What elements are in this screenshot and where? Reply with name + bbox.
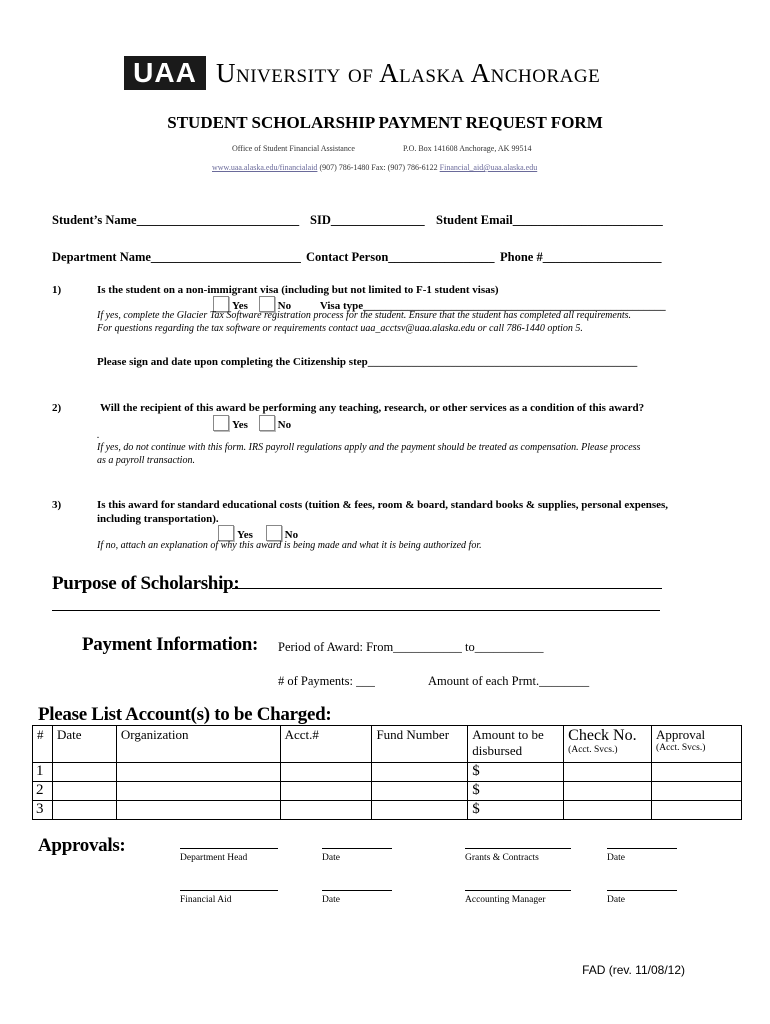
q2-no-checkbox[interactable] bbox=[259, 415, 275, 431]
q1-no-label: No bbox=[277, 300, 292, 312]
q3-yes-label: Yes bbox=[237, 529, 253, 541]
amount-cell[interactable]: $ bbox=[468, 782, 564, 801]
col-header-acct: Acct.# bbox=[280, 726, 372, 763]
dept-head-signature-line[interactable] bbox=[180, 848, 278, 849]
col-header-amount: Amount to be disbursed bbox=[468, 726, 564, 763]
contact-person-field[interactable]: Contact Person_________________ bbox=[306, 250, 495, 264]
financial-aid-signature-line[interactable] bbox=[180, 890, 278, 891]
q1-sign-line[interactable]: Please sign and date upon completing the Citizenship step_________________________________________________ bbox=[97, 356, 638, 368]
q2-dot: . bbox=[97, 430, 100, 441]
table-row bbox=[33, 763, 742, 782]
num-payments-field[interactable]: # of Payments: ___ bbox=[278, 674, 375, 688]
q3-note: If no, attach an explanation of why this award is being made and what it is being authorized for. bbox=[97, 540, 482, 551]
organization-cell[interactable] bbox=[116, 782, 280, 801]
dept-head-label: Department Head bbox=[180, 853, 248, 863]
contact-line bbox=[212, 163, 537, 172]
grants-date-label: Date bbox=[607, 853, 625, 863]
accounting-date-label: Date bbox=[607, 895, 625, 905]
acct-cell[interactable] bbox=[280, 763, 372, 782]
accounting-signature-line[interactable] bbox=[465, 890, 571, 891]
approval-cell[interactable] bbox=[652, 763, 742, 782]
email-link[interactable]: Financial_aid@uaa.alaska.edu bbox=[439, 163, 538, 172]
q3-yes-checkbox[interactable] bbox=[218, 525, 234, 541]
q1-number: 1) bbox=[52, 284, 62, 296]
date-cell[interactable] bbox=[52, 763, 116, 782]
phone-fax: (907) 786-1480 Fax: (907) 786-6122 bbox=[319, 163, 438, 172]
q2-no-label: No bbox=[277, 419, 292, 431]
table-row bbox=[33, 782, 742, 801]
date-cell[interactable] bbox=[52, 782, 116, 801]
q3-options bbox=[218, 525, 298, 541]
approval-title: Approval bbox=[656, 727, 706, 742]
check-no-cell[interactable] bbox=[564, 782, 652, 801]
check-no-cell[interactable] bbox=[564, 801, 652, 820]
q2-question: Will the recipient of this award be performing any teaching, research, or other services as a condition of this award? bbox=[100, 402, 645, 414]
purpose-line-2[interactable] bbox=[52, 610, 660, 611]
financial-aid-date-line[interactable] bbox=[322, 890, 392, 891]
accounts-heading: Please List Account(s) to be Charged: bbox=[38, 704, 332, 725]
approval-cell[interactable] bbox=[652, 782, 742, 801]
department-name-field[interactable]: Department Name________________________ bbox=[52, 250, 301, 264]
col-header-organization: Organization bbox=[116, 726, 280, 763]
approvals-label: Approvals: bbox=[38, 835, 126, 856]
phone-field[interactable]: Phone #___________________ bbox=[500, 250, 662, 264]
accounting-date-line[interactable] bbox=[607, 890, 677, 891]
col-header-check-no bbox=[564, 726, 652, 763]
financial-aid-date-label: Date bbox=[322, 895, 340, 905]
q2-yes-label: Yes bbox=[232, 419, 248, 431]
row-num: 3 bbox=[33, 801, 53, 820]
uaa-logo-mark: UAA bbox=[124, 56, 206, 90]
row-num: 2 bbox=[33, 782, 53, 801]
amount-cell[interactable]: $ bbox=[468, 801, 564, 820]
university-name: University of Alaska Anchorage bbox=[216, 58, 601, 88]
acct-cell[interactable] bbox=[280, 801, 372, 820]
amount-each-payment-field[interactable]: Amount of each Prmt.________ bbox=[428, 674, 590, 688]
office-name: Office of Student Financial Assistance bbox=[232, 144, 355, 153]
check-no-cell[interactable] bbox=[564, 763, 652, 782]
form-revision: FAD (rev. 11/08/12) bbox=[582, 963, 685, 977]
grants-date-line[interactable] bbox=[607, 848, 677, 849]
table-row bbox=[33, 801, 742, 820]
office-address: P.O. Box 141608 Anchorage, AK 99514 bbox=[403, 144, 532, 153]
date-cell[interactable] bbox=[52, 801, 116, 820]
student-name-field[interactable]: Student’s Name__________________________ bbox=[52, 213, 300, 227]
form-title: STUDENT SCHOLARSHIP PAYMENT REQUEST FORM bbox=[167, 113, 603, 132]
col-header-date: Date bbox=[52, 726, 116, 763]
q1-note-1: If yes, complete the Glacier Tax Software registration process for the student. Ensure that the student has completed all requirements. bbox=[97, 310, 631, 321]
acct-cell[interactable] bbox=[280, 782, 372, 801]
q1-yes-label: Yes bbox=[232, 300, 248, 312]
q2-yes-checkbox[interactable] bbox=[213, 415, 229, 431]
approval-sub: (Acct. Svcs.) bbox=[656, 743, 706, 753]
q3-no-checkbox[interactable] bbox=[266, 525, 282, 541]
accounts-table bbox=[32, 725, 742, 820]
q3-number: 3) bbox=[52, 499, 62, 511]
q1-question: Is the student on a non-immigrant visa (including but not limited to F-1 student visas) bbox=[97, 284, 499, 296]
purpose-label: Purpose of Scholarship: bbox=[52, 573, 240, 594]
dept-head-date-line[interactable] bbox=[322, 848, 392, 849]
organization-cell[interactable] bbox=[116, 763, 280, 782]
q3-question-2: including transportation). bbox=[97, 513, 219, 525]
table-header-row bbox=[33, 726, 742, 763]
purpose-line-1[interactable] bbox=[232, 588, 662, 589]
col-header-fund-number: Fund Number bbox=[372, 726, 468, 763]
fund-number-cell[interactable] bbox=[372, 782, 468, 801]
q2-note-1: If yes, do not continue with this form. IRS payroll regulations apply and the payment should be treated as compensation. Please process bbox=[97, 442, 641, 453]
col-header-num: # bbox=[33, 726, 53, 763]
grants-signature-line[interactable] bbox=[465, 848, 571, 849]
fund-number-cell[interactable] bbox=[372, 801, 468, 820]
q3-question-1: Is this award for standard educational costs (tuition & fees, room & board, standard books & supplies, personal expenses, bbox=[97, 499, 669, 511]
grants-label: Grants & Contracts bbox=[465, 853, 539, 863]
q1-note-2: For questions regarding the tax software or requirements contact uaa_acctsv@uaa.alaska.edu or call 786-1440 option 5. bbox=[97, 323, 583, 334]
row-num: 1 bbox=[33, 763, 53, 782]
check-no-sub: (Acct. Svcs.) bbox=[568, 745, 618, 755]
q2-note-2: as a payroll transaction. bbox=[97, 455, 195, 466]
period-of-award-field[interactable]: Period of Award: From___________ to___________ bbox=[278, 640, 544, 654]
q2-number: 2) bbox=[52, 402, 62, 414]
q3-no-label: No bbox=[284, 529, 299, 541]
sid-field[interactable]: SID_______________ bbox=[310, 213, 425, 227]
organization-cell[interactable] bbox=[116, 801, 280, 820]
fund-number-cell[interactable] bbox=[372, 763, 468, 782]
col-header-approval bbox=[652, 726, 742, 763]
q2-options bbox=[213, 415, 291, 431]
approval-cell[interactable] bbox=[652, 801, 742, 820]
amount-cell[interactable]: $ bbox=[468, 763, 564, 782]
student-email-field[interactable]: Student Email________________________ bbox=[436, 213, 663, 227]
accounting-manager-label: Accounting Manager bbox=[465, 895, 546, 905]
payment-info-label: Payment Information: bbox=[82, 634, 259, 655]
q1-visa-type-field[interactable]: Visa type_______________________________________________________ bbox=[319, 300, 666, 312]
check-no-title: Check No. bbox=[568, 727, 637, 744]
financial-aid-label: Financial Aid bbox=[180, 895, 232, 905]
dept-head-date-label: Date bbox=[322, 853, 340, 863]
website-link[interactable]: www.uaa.alaska.edu/financialaid bbox=[212, 163, 318, 172]
